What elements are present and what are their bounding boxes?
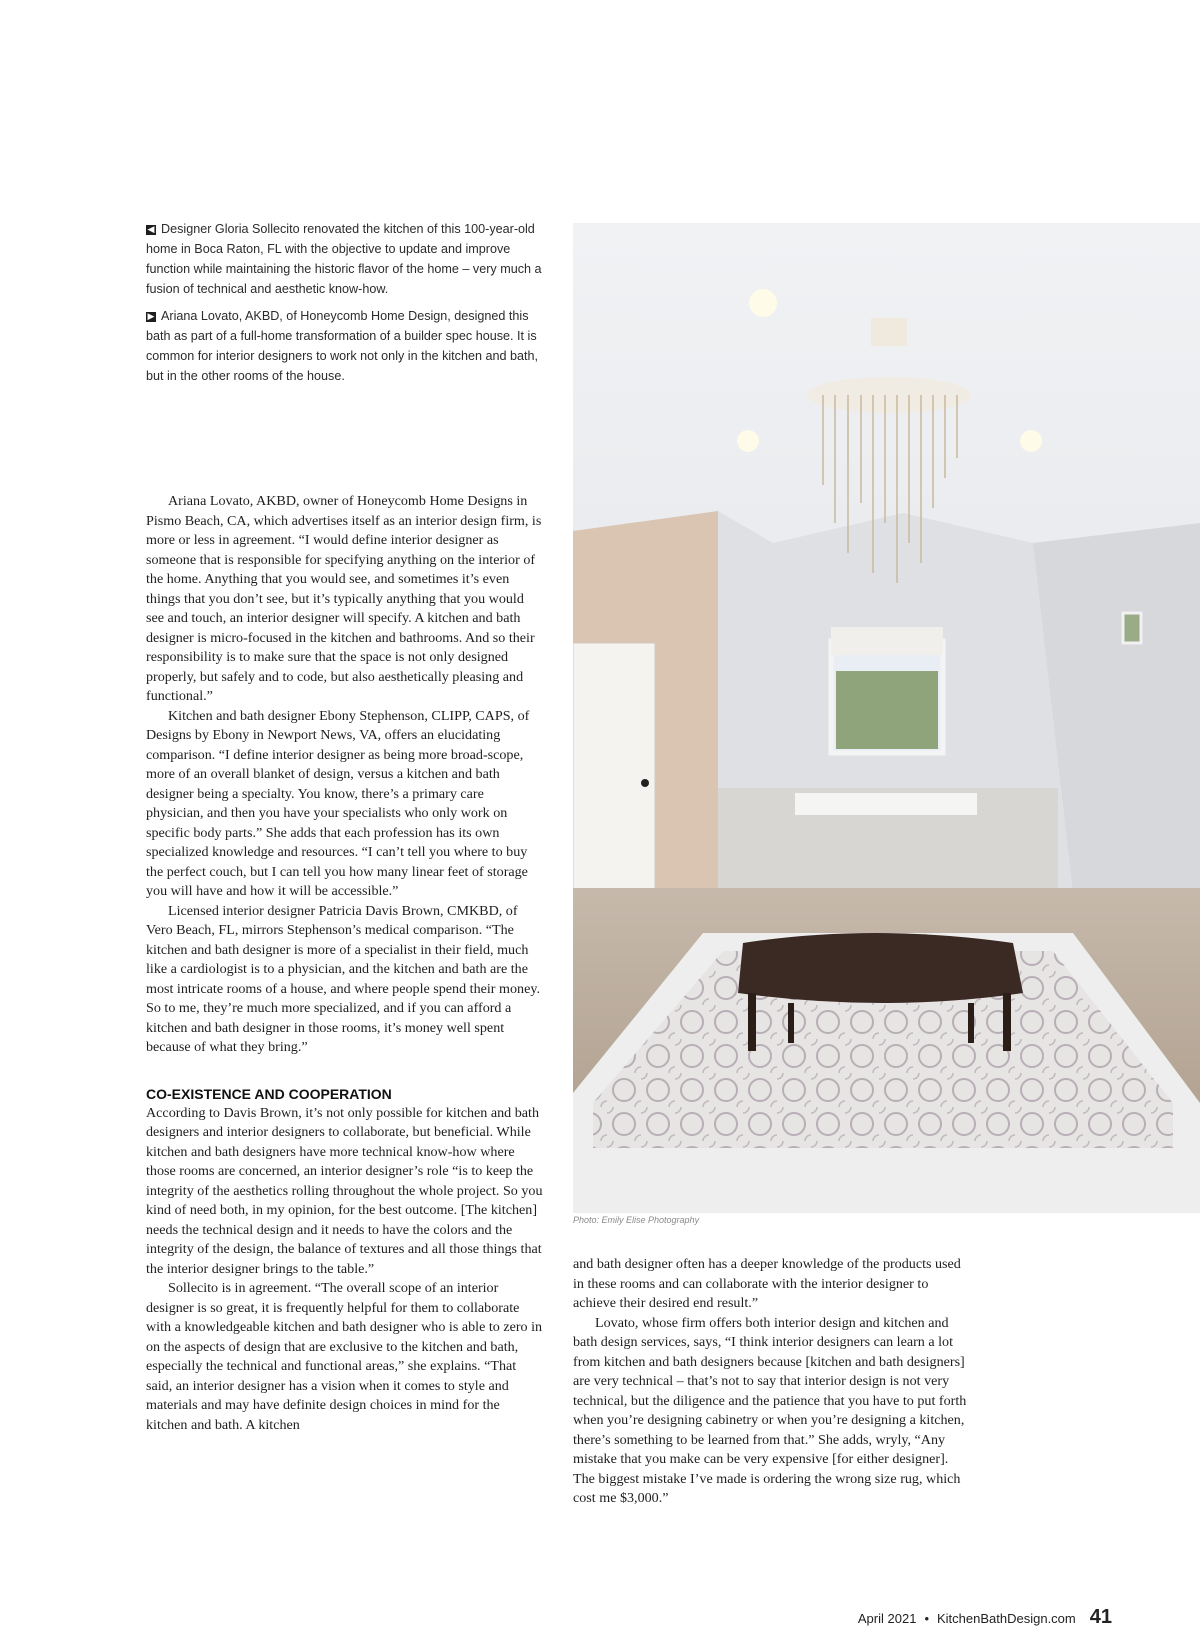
website: KitchenBathDesign.com: [937, 1611, 1076, 1626]
arrow-right-icon: ▶: [147, 312, 155, 322]
article-right-column: [573, 1255, 973, 1509]
photo-captions: [146, 219, 544, 393]
photo-credit: Photo: Emily Elise Photography: [573, 1215, 700, 1225]
footer-separator: •: [924, 1611, 929, 1626]
caption-kitchen: [146, 219, 544, 299]
issue-date: April 2021: [857, 1611, 917, 1626]
paragraph: and bath designer often has a deeper knowledge of the products used in these rooms and can collaborate with the interior designer to achieve their desired end result.”: [573, 1256, 961, 1311]
page-footer: [858, 1606, 1112, 1629]
ottoman: [738, 933, 1023, 1003]
article-left-column: [146, 492, 544, 1435]
door: [573, 643, 655, 893]
paragraph: Sollecito is in agreement. “The overall scope of an interior designer is so great, it is frequently helpful for them to collaborate with a knowledgeable kitchen and bath designer who is able to zero in on the aspects of design that are exclusive to the kitchen and bath, especially the technical and functional areas,” she explains. “That said, an interior designer has a vision when it comes to style and materials and may have definite design choices in mind for the kitchen and bath. A kitchen: [146, 1280, 543, 1433]
paragraph: According to Davis Brown, it’s not only possible for kitchen and bath designers and interior designers to collaborate, but beneficial. While kitchen and bath designers have more technical know-how where those rooms are concerned, an interior designer’s role “is to keep the integrity of the aesthetics rolling throughout the whole project. So you kind of need both, in my opinion, for the best outcome. [The kitchen] needs the technical design and it needs to have the colors and the integrity of the design, the balance of textures and all those things that the interior designer brings to the table.”: [146, 1104, 543, 1277]
arrow-left-icon: ◀: [147, 225, 155, 235]
caption-bath: [146, 306, 544, 386]
caption-kitchen-text: Designer Gloria Sollecito renovated the kitchen of this 100-year-old home in Boca Raton, FL with the objective to update and improve function while maintaining the historic flavor of the home – very much a fusion of technical and aesthetic know-how.: [146, 222, 542, 296]
bathroom-photo: [573, 223, 1200, 1213]
caption-bath-text: Ariana Lovato, AKBD, of Honeycomb Home Design, designed this bath as part of a full-home transformation of a builder spec house. It is common for interior designers to work not only in the kitchen and bath, but in the other rooms of the house.: [146, 309, 539, 383]
ceiling-light: [1020, 430, 1042, 452]
paragraph: Kitchen and bath designer Ebony Stephenson, CLIPP, CAPS, of Designs by Ebony in Newport News, VA, offers an elucidating comparison. “I define interior designer as being more broad-scope, more of an overall blanket of design, versus a kitchen and bath designer being a specialty. You know, there’s a primary care physician, and then you have your specialists who only work on specific body parts.” She adds that each profession has its own specialized knowledge and resources. “I can’t tell you where to buy the perfect couch, but I can tell you how many linear feet of storage you will have and how it will be accessible.”: [146, 707, 530, 899]
section-subhead: CO-EXISTENCE AND COOPERATION: [146, 1085, 392, 1102]
paragraph: Licensed interior designer Patricia Davis Brown, CMKBD, of Vero Beach, FL, mirrors Stephenson’s medical comparison. “The kitchen and bath designer is more of a specialist in their field, much like a cardiologist is to a physician, and the kitchen and bath are the most intricate rooms of a house, and where people spend their money. So to me, they’re much more specialized, and if you can afford a kitchen and bath designer in those rooms, it’s money well spent because of what they bring.”: [146, 902, 540, 1055]
page-number: 41: [1089, 1606, 1112, 1628]
ceiling-light: [749, 289, 777, 317]
bathroom-illustration: [573, 223, 1200, 1213]
ceiling-light: [737, 430, 759, 452]
paragraph: Lovato, whose firm offers both interior design and kitchen and bath design services, says, “I think interior designers can learn a lot from kitchen and bath designers because [kitchen and bath designers] are very technical – that’s not to say that interior design is not very technical, but the diligence and the patience that you have to put forth when you’re designing cabinetry or when you’re designing a kitchen, there’s something to be learned from that.” She adds, wryly, “Any mistake that you make can be very expensive [for either designer]. The biggest mistake I’ve made is ordering the wrong size rug, which cost me $3,000.”: [573, 1314, 967, 1506]
paragraph: Ariana Lovato, AKBD, owner of Honeycomb Home Designs in Pismo Beach, CA, which advertises itself as an interior design firm, is more or less in agreement. “I would define interior designer as someone that is responsible for specifying anything on the interior of the home. Anything that you would see, and sometimes it’s even things that you don’t see, but it’s typically anything that you would see and touch, an interior designer will specify. A kitchen and bath designer is micro-focused in the kitchen and bathrooms. And so their responsibility is to make sure that the space is not only designed properly, but safely and to code, but also aesthetically pleasing and functional.”: [146, 493, 542, 704]
